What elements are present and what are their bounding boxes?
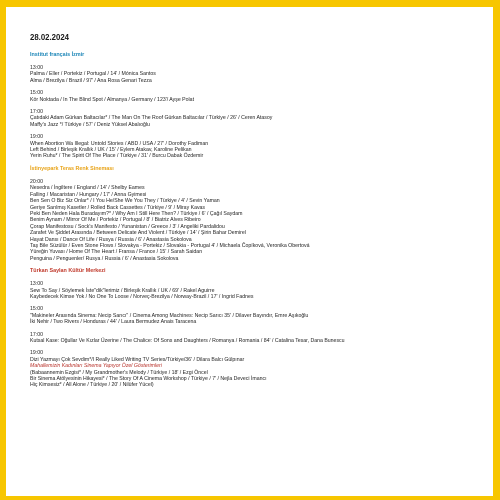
venue-title: İstinyepark Teras Renk Sineması xyxy=(30,165,114,172)
slot-time: 19:00 xyxy=(30,350,43,357)
film-line: Dizi Yazmayı Çok Sevdim*/I Really Liked Writing TV Series/Türkiye/36' / Dilara Balcı Gülpınar xyxy=(30,356,245,363)
film-line: Kaybedecek Kimse Yok / No One To Loose / Norveç-Brezilya / Norway-Brazil / 17' / Ingrid Fadnes xyxy=(30,293,254,300)
time-slot xyxy=(30,109,483,128)
film-line: Hayat Dansı / Dance Of Life / Rusya / Russia / 6' / Anastasia Sokolova xyxy=(30,236,192,243)
slot-time: 17:00 xyxy=(30,109,43,116)
film-line: When Abortion Wa Illegal: Untold Stories / ABD / USA / 27' / Dorothy Fadiman xyxy=(30,140,209,147)
slot-time: 17:00 xyxy=(30,331,43,338)
slot-time: 20:00 xyxy=(30,178,43,185)
film-line: Yerin Ruhu* / The Spirit Of The Place / Türkiye / 31' / Burcu Dabak Özdemir xyxy=(30,153,204,160)
venue-title: Türkan Saylan Kültür Merkezi xyxy=(30,268,106,275)
film-line: Penguina / Penguenler/ Rusya / Russia / 6' / Anastasia Sokolova xyxy=(30,255,179,262)
film-line: Ben Sen O Biz Siz Onlar* / I You He/She We You They / Türkiye / 4' / Sevin Yaman xyxy=(30,198,220,205)
film-line: Geriye Sarılmış Kasetler / Rolled Back Cassettes / Türkiye / 9' / Miray Kavas xyxy=(30,204,206,211)
film-line: Çatıdaki Adam Gürkan Baltacılar* / The Man On The Roof Gürkan Baltacılar / Türkiye / 26' / Ceren Atasoy xyxy=(30,115,273,122)
schedule-sheet xyxy=(6,7,493,496)
film-line: Nesedra / İngiltere / England / 14' / Shelby Eames xyxy=(30,185,145,192)
film-line: Falling / Macaristan / Hungary / 17' / Anna Gyimesi xyxy=(30,191,147,198)
film-line: Çorap Manifestosu / Sock's Manifesto / Yunanistan / Greece / 3' / Angeliki Pardalidou xyxy=(30,223,225,230)
film-line: Peki Ben Neden Hala Buradayım?* / Why Am I Still Here Then? / Türkiye / 6' / Çağıl Saydam xyxy=(30,210,243,217)
time-slot xyxy=(30,179,483,262)
film-line: İki Nehir / Two Rivers / Honduras / 44' / Laura Bermudez Anais Taracena xyxy=(30,319,197,326)
time-slot xyxy=(30,332,483,345)
film-line: "Makineler Arasında Sinema: Necip Sarıcı" / Cinema Among Machines: Necip Sarıcı 35' / Dilaver Bayındır, Emre Aşıkoğlu xyxy=(30,312,309,319)
time-slot xyxy=(30,90,483,103)
film-line: Palma / Eller / Portekiz / Portugal / 14' / Mónica Santos xyxy=(30,71,156,78)
film-line: Yüreğin Yuvası / Home Of The Heart / Fransa / France / 15' / Sarah Saidan xyxy=(30,249,203,256)
time-slot xyxy=(30,350,483,388)
film-line: Taş Bile Süzülür / Even Stone Flows / Slovakya - Portekiz / Slovakia - Portugal 4' / Michaela Čopíková, Veronika Obertová xyxy=(30,242,310,249)
time-slot xyxy=(30,281,483,300)
film-line: Kör Noktada / In The Blind Spot / Almanya / Germany / 123'/ Ayşe Polat xyxy=(30,96,195,103)
program-subtitle: Mahallemizin Kadınları Sinema Yapıyor Özel Gösterimleri xyxy=(30,363,162,370)
film-line: Maffy's Jazz */ Türkiye / 57' / Deniz Yüksel Abalıoğlu xyxy=(30,121,150,128)
time-slot xyxy=(30,65,483,84)
film-line: Alma / Brezilya / Brazil / 97' / Ana Rosa Genari Tezza xyxy=(30,77,152,84)
film-line: Kutsal Kase: Oğullar Ve Kızlar Üzerine / The Chalice: Of Sons and Daughters / Romanya / Romania / 84' / Catalina Tesar, Dana Bunescu xyxy=(30,338,345,344)
slot-time: 19:00 xyxy=(30,134,43,141)
film-line: Bir Sinema Atölyesinin Hikayesi* / The Story Of A Cinema Workshop / Türkiye / 7' / Nejla Deveci İmancı xyxy=(30,376,267,383)
page-date: 28.02.2024 xyxy=(30,33,70,42)
film-line: (Babaannemin Ezgisi* / My Grandmother's Melody / Türkiye / 18' / Ezgi Öncel xyxy=(30,369,208,376)
time-slot xyxy=(30,134,483,160)
film-line: Benim Aynam / Mirror Of Me / Portekiz / Portugal / 8' / Biatriz Alves Ribeiro xyxy=(30,217,201,224)
slot-time: 13:00 xyxy=(30,65,43,71)
slot-time: 15:00 xyxy=(30,90,43,97)
slot-time: 13:00 xyxy=(30,281,43,288)
film-line: Left Behind / Birleşik Krallık / UK / 15' / Eylem Atakav, Karoline Pelikan xyxy=(30,147,192,154)
film-line: Hiç Kimsesiz* / All Alone / Türkiye / 20' / Nilüfer Yücel) xyxy=(30,382,154,389)
film-line: Sew To Say / Söylemek İste"dik"lerimiz / Birleşik Krallık / UK / 69' / Rakel Aguirre xyxy=(30,287,215,294)
film-line: Zarafet Ve Şiddet Arasında / Between Delicate And Violent / Türkiye / 14' / Şirin Bahar Demirel xyxy=(30,230,246,237)
venue-title: Institut français İzmir xyxy=(30,52,85,58)
slot-time: 15:00 xyxy=(30,306,43,313)
time-slot xyxy=(30,306,483,325)
